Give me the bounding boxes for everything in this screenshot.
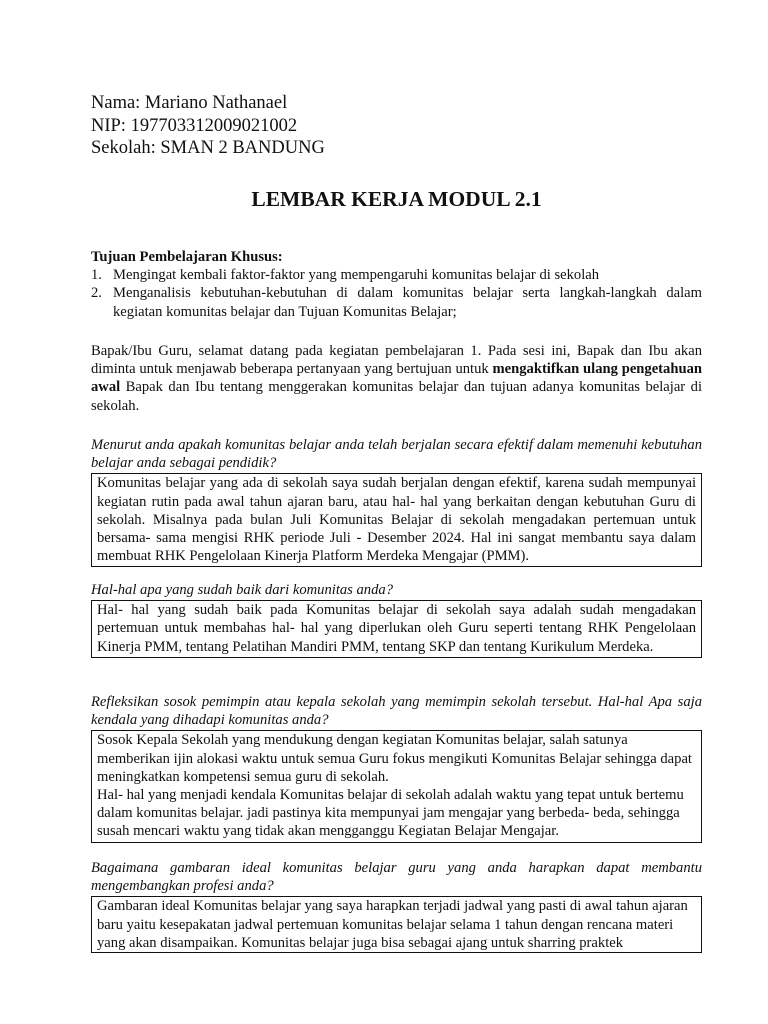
answer-box <box>91 473 702 567</box>
teacher-school: Sekolah: SMAN 2 BANDUNG <box>91 138 325 158</box>
intro-text-bold: mengaktifkan ulang pengetahuan awal <box>91 361 702 396</box>
objective-text: Menganalisis kebutuhan-kebutuhan di dalam komunitas belajar serta langkah-langkah dalam kegiatan komunitas belajar dan Tujuan Komunitas Belajar; <box>113 285 702 320</box>
objective-item <box>91 284 702 320</box>
teacher-nip: NIP: 197703312009021002 <box>91 115 298 136</box>
qa-block-3 <box>91 693 702 843</box>
intro-text-part1: Bapak/Ibu Guru, selamat datang pada kegiatan pembelajaran 1. Pada sesi ini, Bapak dan Ibu akan diminta untuk menjawab beberapa pertanyaan yang bertujuan untuk <box>91 343 702 378</box>
teacher-name: Nama: Mariano Nathanael <box>91 93 288 113</box>
intro-paragraph <box>91 342 702 415</box>
objective-text: Mengingat kembali faktor-faktor yang mempengaruhi komunitas belajar di sekolah <box>113 267 600 284</box>
objectives-heading: Tujuan Pembelajaran Khusus: <box>91 249 283 265</box>
answer-paragraph: Sosok Kepala Sekolah yang mendukung dengan kegiatan Komunitas belajar, salah satunya memberikan ijin alokasi waktu untuk semua Guru fokus mengikuti Komunitas Belajar sehingga dapat meningkatkan kompetensi semua guru di sekolah. <box>97 732 692 785</box>
answer-paragraph: Komunitas belajar yang ada di sekolah saya sudah berjalan dengan efektif, karena sudah mempunyai kegiatan rutin pada awal tahun ajaran baru, atau hal- hal yang berkaitan dengan kebutuhan Guru di sekolah. Misalnya pada bulan Juli Komunitas Belajar di sekolah mengadakan pertemuan untuk bersama- sama mengisi RHK periode Juli - Desember 2024. Hal ini sangat membantu saya dalam membuat RHK Pengelolaan Kinerja Platform Merdeka Mengajar (PMM). <box>97 475 696 565</box>
answer-box <box>91 600 702 658</box>
objective-number: 2. <box>91 285 102 302</box>
answer-box <box>91 896 702 953</box>
objectives-list <box>91 266 702 321</box>
answer-paragraph: Gambaran ideal Komunitas belajar yang saya harapkan terjadi jadwal yang pasti di awal tahun ajaran baru yaitu kesepakatan jadwal pertemuan komunitas belajar selama 1 tahun dengan rencana materi yang akan disampaikan. Komunitas belajar juga bisa sebagai ajang untuk sharring praktek <box>97 898 688 951</box>
objectives-section <box>91 248 702 321</box>
qa-block-4 <box>91 859 702 953</box>
document-title: LEMBAR KERJA MODUL 2.1 <box>251 187 542 211</box>
document-page <box>91 92 702 951</box>
answer-paragraph: Hal- hal yang menjadi kendala Komunitas belajar di sekolah adalah waktu yang tepat untuk bertemu dalam komunitas belajar. jadi pastinya kita mempunyai jam mengajar yang berbeda- beda, sehingga susah mencari waktu yang tidak akan mengganggu Kegiatan Belajar Mengajar. <box>97 787 684 840</box>
question-text: Hal-hal apa yang sudah baik dari komunitas anda? <box>91 582 393 598</box>
answer-paragraph: Hal- hal yang sudah baik pada Komunitas belajar di sekolah saya adalah sudah mengadakan pertemuan untuk membahas hal- hal yang diperlukan oleh Guru seperti tentang RHK Pengelolaan Kinerja PMM, tentang Pelatihan Mandiri PMM, tentang SKP dan tentang Kurikulum Merdeka. <box>97 602 696 655</box>
question-text: Bagaimana gambaran ideal komunitas belajar guru yang anda harapkan dapat membantu mengembangkan profesi anda? <box>91 860 702 895</box>
intro-section <box>91 342 702 415</box>
qa-block-2 <box>91 581 702 658</box>
answer-box <box>91 730 702 842</box>
intro-text-part2: Bapak dan Ibu tentang menggerakan komunitas belajar dan tujuan adanya komunitas belajar di sekolah. <box>91 379 702 414</box>
question-text: Menurut anda apakah komunitas belajar anda telah berjalan secara efektif dalam memenuhi kebutuhan belajar anda sebagai pendidik? <box>91 437 702 472</box>
objective-number: 1. <box>91 267 102 284</box>
objective-item <box>91 266 702 284</box>
question-text: Refleksikan sosok pemimpin atau kepala sekolah yang memimpin sekolah tersebut. Hal-hal Apa saja kendala yang dihadapi komunitas anda? <box>91 694 702 729</box>
qa-block-1 <box>91 436 702 567</box>
